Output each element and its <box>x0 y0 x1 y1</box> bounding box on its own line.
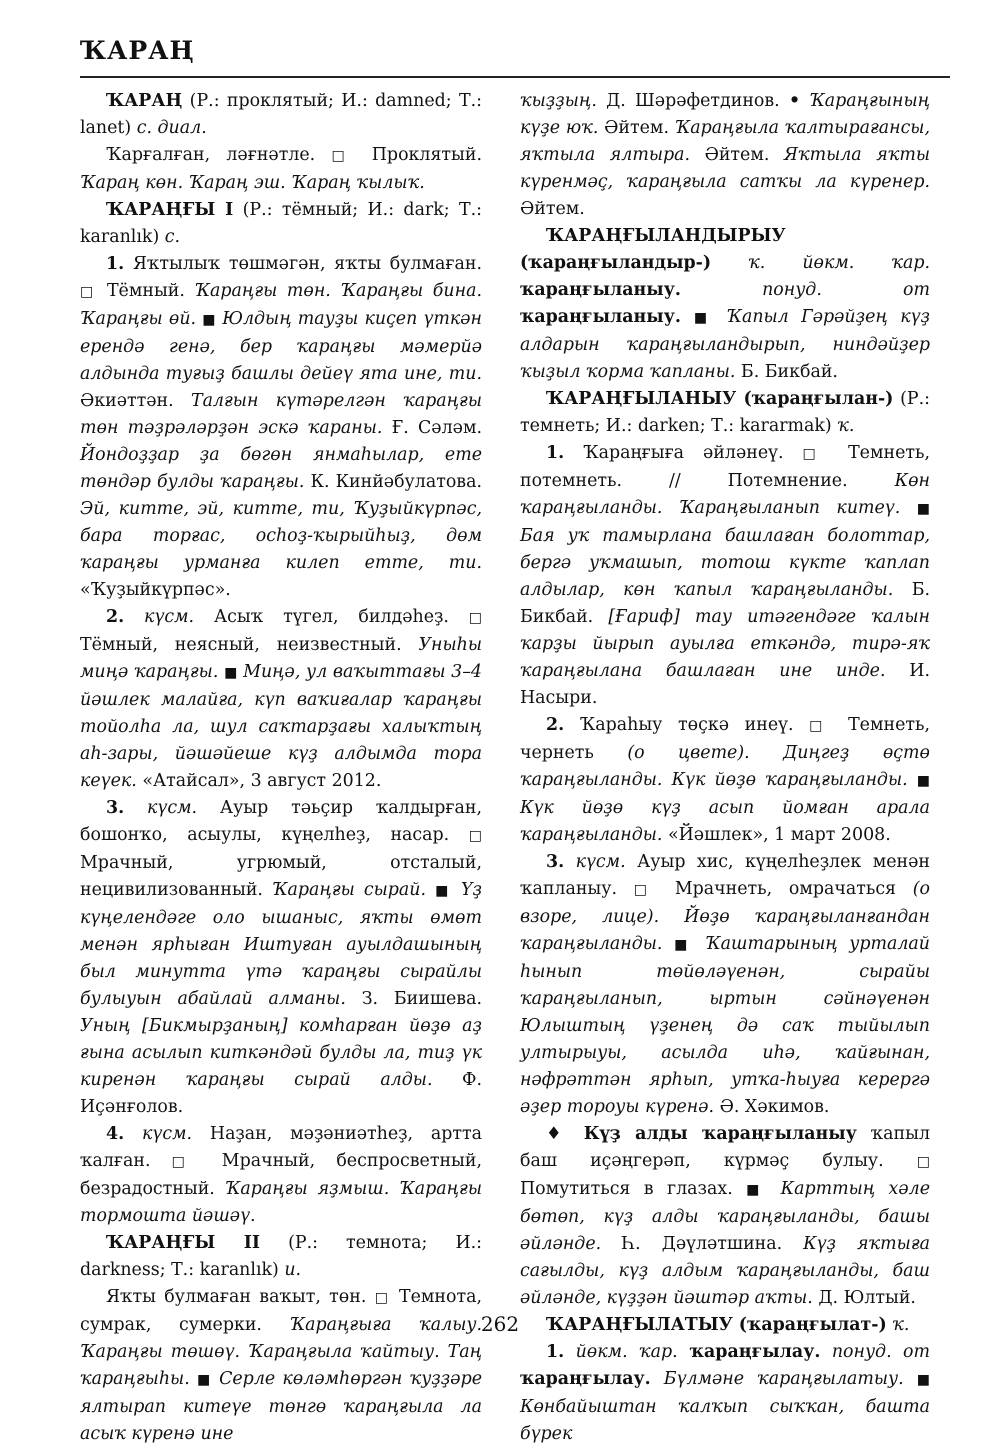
text-run: Мрачный, угрюмый, отсталый, нецивилизованный. <box>80 853 482 900</box>
text-run: ҠАРАҢҒЫ I <box>106 200 234 220</box>
text-run: Темнеть, потемнеть. // Потемнение. <box>520 443 930 491</box>
text-run: ҡ. <box>837 416 855 436</box>
text-run: 2. <box>546 715 565 735</box>
text-run: Ҡараңғыла ҡалтырағансы, яҡтыла ялтыра. <box>520 118 930 165</box>
text-run: Ҡарғалған, ләғнәтле. <box>106 145 332 165</box>
text-run: 1. <box>106 254 125 274</box>
text-run: ҠАРАҢҒЫЛАНДЫРЫУ (ҡараңғыландыр-) <box>520 226 786 273</box>
text-run: 3. <box>106 798 125 818</box>
text-run: «Йәшлек», 1 март 2008. <box>662 825 891 845</box>
text-run: Көнбайыштан ҡалҡып сыҡҡан, башта бүрек <box>520 1397 930 1444</box>
definition-paragraph <box>80 604 482 795</box>
filled-square-marker: ■ <box>202 312 217 328</box>
text-run: Ҡараңғы яҙмыш. Ҡараңғы тормошта йәшәү. <box>80 1179 482 1226</box>
definition-paragraph <box>80 1121 482 1230</box>
definition-paragraph <box>80 251 482 604</box>
text-run: Яҡтыла яҡты күренмәҫ, ҡараңғыла сатҡы ла күренер. <box>520 145 931 192</box>
text-run: Ҡараңғы төн. Ҡараңғы бина. Ҡараңғы өй. <box>80 281 482 329</box>
text-run: Помутиться в глазах. <box>520 1179 747 1199</box>
dictionary-entry <box>520 223 930 386</box>
empty-square-marker: □ <box>374 1290 391 1306</box>
text-run: күсм. <box>124 607 195 627</box>
text-run: Йондоҙҙар ҙа бөгөн янмаһылар, ете төндәр булды ҡараңғы. <box>80 445 482 492</box>
text-run: 2. <box>106 607 125 627</box>
text-run: Ҡараңғыға әйләнеү. <box>564 443 803 463</box>
text-run: (о взоре, лице). Йөҙө ҡараңғыланғандан ҡараңғыланды. <box>520 879 930 954</box>
text-run: күсм. <box>124 798 198 818</box>
text-run: Д. Шәрәфетдинов. <box>596 91 789 111</box>
text-run: и. <box>284 1260 302 1280</box>
text-run: Уның [Бикмырҙаның] комһарған йөҙө аҙ ғына асылып киткәндәй булды ла, тиҙ үк киренән ҡараңғы сырай алды. <box>80 1016 482 1090</box>
filled-square-marker: ■ <box>435 883 452 899</box>
text-run: Ҡараңғының күҙе юҡ. <box>520 91 931 138</box>
dictionary-entry <box>80 88 482 142</box>
text-run: Темнеть, чернеть <box>520 715 930 763</box>
text-run: Наҙан, мәҙәниәтһеҙ, артта ҡалған. <box>80 1124 482 1171</box>
dictionary-entry <box>80 1230 482 1284</box>
text-run: 1. <box>546 443 565 463</box>
text-run: ҡыҙҙың. <box>520 91 597 111</box>
text-run: Әйтем. <box>598 118 675 138</box>
text-run: Ауыр хис, күңелһеҙлек менән ҡапланыу. <box>520 852 930 899</box>
text-run: Яҡты булмаған ваҡыт, төн. <box>106 1287 375 1307</box>
text-run: Һ. Дәүләтшина. <box>601 1234 804 1254</box>
text-run: Күк йөҙө күҙ асып йомған арала ҡараңғыланды. <box>520 798 930 845</box>
text-run: с. диал. <box>136 118 207 138</box>
filled-square-marker: ■ <box>693 310 714 326</box>
text-run: Ф. Иҫәнғолов. <box>80 1070 482 1117</box>
text-run: ҡапыл баш иҫәңгерәп, күрмәҫ булыу. <box>520 1124 930 1171</box>
text-run: (Р.: темнеть; И.: darken; Т.: kararmak) <box>520 389 931 436</box>
text-run: Ҡараңғы сырай. <box>272 880 436 900</box>
text-run: ҡ. <box>886 1315 910 1335</box>
empty-square-marker: □ <box>468 610 482 626</box>
definition-paragraph <box>520 1339 930 1448</box>
text-run: ҠАРАҢҒЫЛАТЫУ (ҡараңғылат-) <box>546 1315 887 1335</box>
text-run: Тёмный. <box>97 281 195 301</box>
empty-square-marker: □ <box>916 1154 930 1170</box>
text-run: Б. Бикбай. <box>520 580 930 627</box>
text-run: [Ғариф] тау итәгендәге ҡалын ҡарҙы йырып ауылға еткәндә, тирә-яҡ ҡараңғылана башлаған ине инде. <box>520 607 930 681</box>
filled-square-marker: ■ <box>224 665 238 681</box>
text-run: (Р.: темнота; И.: darkness; Т.: karanlık) <box>80 1233 483 1280</box>
definition-paragraph <box>80 142 482 197</box>
text-run: Эй, китте, эй, китте, ти, Ҡуҙыйкүрпәс, бара торғас, осһоҙ-ҡырыйһыҙ, дөм ҡараңғы урманға килеп етте, ти. <box>80 499 482 573</box>
text-run: Мрачный, беспросветный, безрадостный. <box>80 1151 483 1199</box>
left-column <box>80 88 482 1448</box>
text-run: 1. <box>546 1342 565 1362</box>
text-run: З. Биишева. <box>345 989 482 1009</box>
text-run: ♦ <box>546 1124 584 1144</box>
text-run: Асыҡ түгел, билдәһеҙ. <box>194 607 469 627</box>
text-run: Миңә, ул ваҡыттағы 3–4 йәшлек малайға, күп ваҡиғалар ҡараңғы тойолһа ла, шул саҡтарҙағы халыҡтың аһ-зары, йәшәйеше күҙ алдымда тора кеүек. <box>80 662 482 791</box>
text-run: Бая уҡ тамырлана башлаған болоттар, бергә уҡмашып, тотош күкте ҡаплап алдылар, көн ҡапыл ҡараңғыланды. <box>520 526 930 600</box>
text-run: Әкиәттән. <box>80 391 191 411</box>
page-number: 262 <box>480 1312 520 1336</box>
text-run: Әйтем. <box>520 199 585 219</box>
text-run: ҠАРАҢҒЫ II <box>106 1233 261 1253</box>
text-run: К. Кинйәбулатова. <box>304 472 482 492</box>
text-run: И. Насыри. <box>520 661 930 708</box>
text-run: (Р.: тёмный; И.: dark; Т.: karanlık) <box>80 200 482 247</box>
text-run: с. <box>164 227 181 247</box>
text-run: «Ҡуҙыйкүрпәс». <box>80 580 231 600</box>
text-run: (о цвете). Диңгеҙ өҫтө ҡараңғыланды. Күк йөҙө ҡараңғыланды. <box>520 743 930 790</box>
text-run: ҡ. йөкм. ҡар. <box>711 253 930 273</box>
filled-square-marker: ■ <box>916 773 930 789</box>
text-run: • <box>788 91 801 111</box>
page-header <box>80 30 950 78</box>
text-run: Проклятый. <box>355 145 483 165</box>
text-run: Темнота, сумрак, сумерки. <box>80 1287 482 1335</box>
text-run: Тёмный, неясный, неизвестный. <box>80 635 419 655</box>
text-run: ҡараңғылау. <box>677 1342 821 1362</box>
text-run: ҡараңғыланыу. <box>520 280 681 300</box>
filled-square-marker: ■ <box>746 1182 768 1198</box>
definition-paragraph <box>520 1121 930 1312</box>
text-run: ҠАРАҢ <box>106 91 183 111</box>
definition-paragraph <box>80 1284 482 1448</box>
text-run: ҡараңғылау. <box>520 1369 651 1389</box>
text-run: 4. <box>106 1124 125 1144</box>
text-run: 3. <box>546 852 565 872</box>
empty-square-marker: □ <box>80 284 98 300</box>
text-run: Ҡапыл Гәрәйҙең күҙ алдарын ҡараңғыландырып, ниндәйҙер ҡыҙыл ҡорма ҡапланы. <box>520 307 931 382</box>
text-run: Үҙ күңелендәге оло ышаныс, яҡты өмөт менән ярһыған Иштуған ауылдашының был минутта үтә ҡараңғы сырайлы булыуын абайлай алманы. <box>80 880 483 1009</box>
dictionary-entry <box>520 386 930 440</box>
empty-square-marker: □ <box>633 882 659 898</box>
dictionary-entry <box>80 197 482 251</box>
text-run: Серле көләмһөргән ҡуҙҙәре ялтырап китеүе төнгө ҡараңғыла ла асыҡ күренә ине <box>80 1369 482 1444</box>
empty-square-marker: □ <box>802 446 830 462</box>
continued-paragraph <box>520 88 930 223</box>
text-run: Талғын күтәрелгән ҡараңғы төн тәҙрәләрҙән эскә ҡараны. <box>80 391 482 438</box>
text-run: Д. Юлтый. <box>812 1288 916 1308</box>
filled-square-marker: ■ <box>916 501 930 517</box>
text-run: Ҡараңғыға ҡалыу. Ҡараңғы төшөү. Ҡараңғыла ҡайтыу. Таң ҡараңғыһы. <box>80 1315 482 1389</box>
running-head: ҠАРАҢ <box>80 36 195 65</box>
text-run: күсм. <box>124 1124 193 1144</box>
text-run: Уныһы миңә ҡараңғы. <box>80 635 482 682</box>
empty-square-marker: □ <box>468 828 482 844</box>
filled-square-marker: ■ <box>916 1372 930 1388</box>
text-run: йөкм. ҡар. <box>564 1342 678 1362</box>
text-run: Мрачнеть, омрачаться <box>658 879 913 899</box>
text-run: Ауыр тәьҫир ҡалдырған, бошонҡо, асыулы, күңелһеҙ, насар. <box>80 798 482 845</box>
text-run: Көн ҡараңғыланды. Ҡараңғыланып китеү. <box>520 471 930 518</box>
text-run: Юлдың тауҙы киҫеп үткән ерендә генә, бер ҡараңғы мәмерйә алдында туғыҙ башлы дейеү ята ине, ти. <box>80 309 482 384</box>
text-run: Ҡаштарының урталай һынып төйөләүенән, сырайы ҡараңғыланып, ыртын сәйнәүенән Юлыштың үҙенең дә саҡ тыйылып ултырыуы, асылда иһә, ҡайғынан, нәфрәттән ярһып, утҡа-һыуға керергә әҙер тороуы күренә. <box>520 934 931 1117</box>
definition-paragraph <box>80 795 482 1121</box>
empty-square-marker: □ <box>331 148 356 164</box>
text-run: Әйтем. <box>690 145 784 165</box>
text-run: (Р.: проклятый; И.: damned; Т.: lanet) <box>80 91 482 138</box>
text-run: «Атайсал», 3 август 2012. <box>136 771 382 791</box>
empty-square-marker: □ <box>809 718 833 734</box>
text-run: понуд. от <box>680 280 930 300</box>
text-run: Ә. Хәкимов. <box>714 1097 830 1117</box>
text-run: Ҡараң көн. Ҡараң эш. Ҡараң ҡылыҡ. <box>80 173 425 193</box>
definition-paragraph <box>520 440 930 712</box>
filled-square-marker: ■ <box>196 1372 212 1388</box>
text-run: ҡараңғыланыу. <box>520 307 694 327</box>
text-run: Күҙ алды ҡараңғыланыу <box>583 1124 857 1144</box>
text-run: Бүлмәне ҡараңғылатыу. <box>650 1369 917 1389</box>
text-run: Ҡараһыу төҫкә инеү. <box>564 715 810 735</box>
text-run: понуд. от <box>820 1342 930 1362</box>
text-run: күсм. <box>564 852 626 872</box>
text-run: ҠАРАҢҒЫЛАНЫУ (ҡараңғылан-) <box>546 389 894 409</box>
definition-paragraph <box>520 712 930 849</box>
text-run: Күҙ яҡтыға сағылды, күҙ алдым ҡараңғыланды, баш әйләнде, күҙҙән йәштәр аҡты. <box>520 1234 930 1308</box>
text-run: Ғ. Сәләм. <box>382 418 482 438</box>
right-column <box>520 88 930 1448</box>
text-run: Яҡтылыҡ төшмәгән, яҡты булмаған. <box>124 254 482 274</box>
filled-square-marker: ■ <box>674 937 694 953</box>
text-run: Б. Бикбай. <box>735 362 838 382</box>
empty-square-marker: □ <box>171 1154 201 1170</box>
text-run: Карттың хәле бөтөп, күҙ алды ҡараңғыланды, башы әйләнде. <box>520 1179 930 1254</box>
definition-paragraph <box>520 849 930 1121</box>
